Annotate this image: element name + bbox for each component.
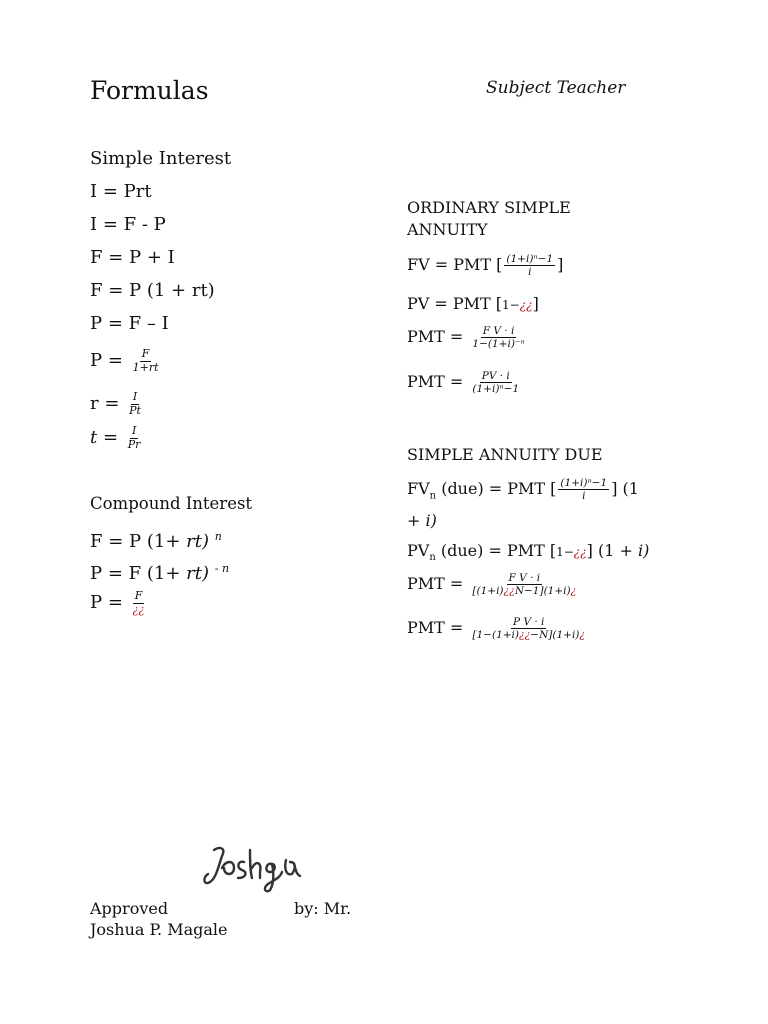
formula-exponent: - n bbox=[214, 562, 230, 575]
formula-bracket: ] bbox=[532, 294, 539, 313]
formula-text: + bbox=[407, 511, 426, 530]
formula-f-pi: F = P + I bbox=[90, 247, 175, 268]
simple-interest-heading: Simple Interest bbox=[90, 148, 232, 169]
fraction-p bbox=[131, 348, 161, 374]
formula-subscript: n bbox=[429, 552, 436, 564]
approver-name: Joshua P. Magale bbox=[90, 920, 228, 939]
formula-i: i) bbox=[638, 541, 650, 560]
formula-t-fraction bbox=[90, 425, 144, 451]
fraction-due-fv bbox=[558, 477, 609, 502]
formula-due-pmt2 bbox=[407, 616, 589, 641]
formula-p-lhs: P = bbox=[90, 350, 123, 372]
formula-lhs: PV = PMT [ bbox=[407, 294, 503, 313]
formula-i: i) bbox=[425, 511, 437, 530]
denominator-part: N−1](1+i) bbox=[514, 585, 571, 598]
formula-r-fraction bbox=[90, 391, 145, 417]
formula-exponent: n bbox=[214, 530, 222, 543]
fraction-numerator: I bbox=[131, 424, 137, 437]
fraction-denominator bbox=[470, 585, 578, 597]
fraction-t bbox=[126, 425, 143, 451]
fraction-denominator: Pt bbox=[129, 403, 141, 417]
formula-due-fv bbox=[407, 477, 639, 507]
page-title: Formulas bbox=[90, 76, 209, 105]
signature-image bbox=[200, 838, 304, 896]
formula-due-pv bbox=[407, 540, 649, 569]
formula-text: ] (1 + bbox=[586, 541, 638, 560]
formula-text: (due) = PMT [ bbox=[436, 479, 557, 499]
fraction-denominator: 1−(1+i)⁻ⁿ bbox=[472, 338, 525, 351]
formula-inner: 1− bbox=[556, 545, 574, 559]
formula-lhs: FV = PMT [ bbox=[407, 255, 503, 275]
fraction-numerator: F bbox=[134, 589, 143, 602]
formula-text: ] (1 bbox=[611, 479, 639, 499]
denominator-part: [1−(1+i) bbox=[472, 629, 520, 642]
formula-text: F = P (1+ bbox=[90, 531, 187, 552]
fraction-ordinary-fv bbox=[504, 253, 555, 278]
fraction-ordinary-pmt1 bbox=[470, 325, 526, 350]
formula-ordinary-pmt2 bbox=[407, 370, 523, 395]
formula-r-lhs: r = bbox=[90, 393, 120, 415]
formula-p-fraction bbox=[90, 348, 163, 374]
fraction-numerator: (1+i)ⁿ−1 bbox=[560, 477, 608, 489]
fraction-numerator: I bbox=[132, 390, 138, 403]
formula-lhs: PMT = bbox=[407, 327, 464, 347]
annuity-due-heading: SIMPLE ANNUITY DUE bbox=[407, 445, 603, 464]
formula-compound-p bbox=[90, 558, 229, 585]
denominator-error-glyph: ¿ bbox=[579, 629, 586, 642]
formula-error-glyph: ¿¿ bbox=[519, 298, 533, 312]
denominator-error-glyph: ¿¿ bbox=[503, 585, 515, 598]
approved-word: Approved bbox=[90, 899, 169, 918]
ordinary-annuity-heading-line2: ANNUITY bbox=[407, 220, 488, 239]
formula-t-eq: = bbox=[97, 427, 119, 449]
denominator-error-glyph: ¿¿ bbox=[519, 629, 531, 642]
formula-rt: rt) bbox=[186, 563, 210, 584]
formula-text: (due) = PMT [ bbox=[435, 541, 557, 560]
formula-t-var: t bbox=[90, 427, 98, 449]
formula-compound-p-fraction bbox=[90, 590, 148, 616]
formula-i-fp: I = F - P bbox=[90, 214, 166, 235]
formula-ordinary-pv bbox=[407, 293, 539, 316]
denominator-part: −N](1+i) bbox=[530, 629, 580, 642]
formula-lhs: PMT = bbox=[407, 574, 464, 594]
formula-due-fv-continuation bbox=[407, 510, 437, 532]
approved-by-label: by: Mr. bbox=[294, 899, 352, 918]
formula-lhs: PV bbox=[407, 541, 430, 560]
fraction-denominator: ¿¿ bbox=[132, 602, 145, 616]
ordinary-annuity-heading-line1: ORDINARY SIMPLE bbox=[407, 198, 571, 217]
formula-inner: 1− bbox=[502, 298, 520, 312]
fraction-numerator: F bbox=[141, 347, 150, 360]
formula-lhs: PMT = bbox=[407, 618, 464, 638]
subject-teacher-label: Subject Teacher bbox=[486, 78, 626, 98]
fraction-numerator: F V · i bbox=[482, 325, 515, 337]
formula-compound-f bbox=[90, 526, 222, 553]
fraction-compound-p bbox=[131, 590, 147, 616]
formula-due-pmt1 bbox=[407, 572, 580, 597]
formula-lhs: FV bbox=[407, 479, 430, 499]
fraction-denominator: i bbox=[582, 490, 586, 503]
fraction-numerator: F V · i bbox=[508, 572, 541, 584]
fraction-denominator: 1+rt bbox=[132, 360, 159, 374]
denominator-error-glyph: ¿ bbox=[570, 585, 577, 598]
formula-bracket: ] bbox=[557, 255, 564, 275]
fraction-denominator: Pr bbox=[127, 437, 141, 451]
formula-lhs: PMT = bbox=[407, 372, 464, 392]
formula-i-prt: I = Prt bbox=[90, 181, 152, 202]
formula-p-fi: P = F – I bbox=[90, 313, 169, 334]
signature-scribble bbox=[200, 838, 304, 896]
fraction-numerator: (1+i)ⁿ−1 bbox=[506, 253, 554, 265]
compound-interest-heading: Compound Interest bbox=[90, 494, 253, 513]
formula-lhs: P = bbox=[90, 592, 123, 614]
fraction-denominator: (1+i)ⁿ−1 bbox=[472, 383, 520, 396]
fraction-due-pmt2 bbox=[470, 616, 587, 641]
formula-f-p1rt: F = P (1 + rt) bbox=[90, 280, 215, 301]
formula-rt: rt) bbox=[186, 531, 210, 552]
fraction-ordinary-pmt2 bbox=[470, 370, 521, 395]
fraction-denominator bbox=[470, 629, 587, 641]
fraction-numerator: PV · i bbox=[481, 370, 510, 382]
fraction-denominator: i bbox=[528, 266, 532, 279]
fraction-numerator: P V · i bbox=[513, 616, 545, 628]
formula-text: P = F (1+ bbox=[90, 563, 187, 584]
formula-subscript: n bbox=[429, 490, 437, 502]
fraction-due-pmt1 bbox=[470, 572, 578, 597]
fraction-r bbox=[127, 391, 143, 417]
formula-error-glyph: ¿¿ bbox=[573, 545, 587, 559]
formula-ordinary-pmt1 bbox=[407, 325, 529, 350]
formula-ordinary-fv bbox=[407, 253, 563, 278]
denominator-part: [(1+i) bbox=[472, 585, 504, 598]
